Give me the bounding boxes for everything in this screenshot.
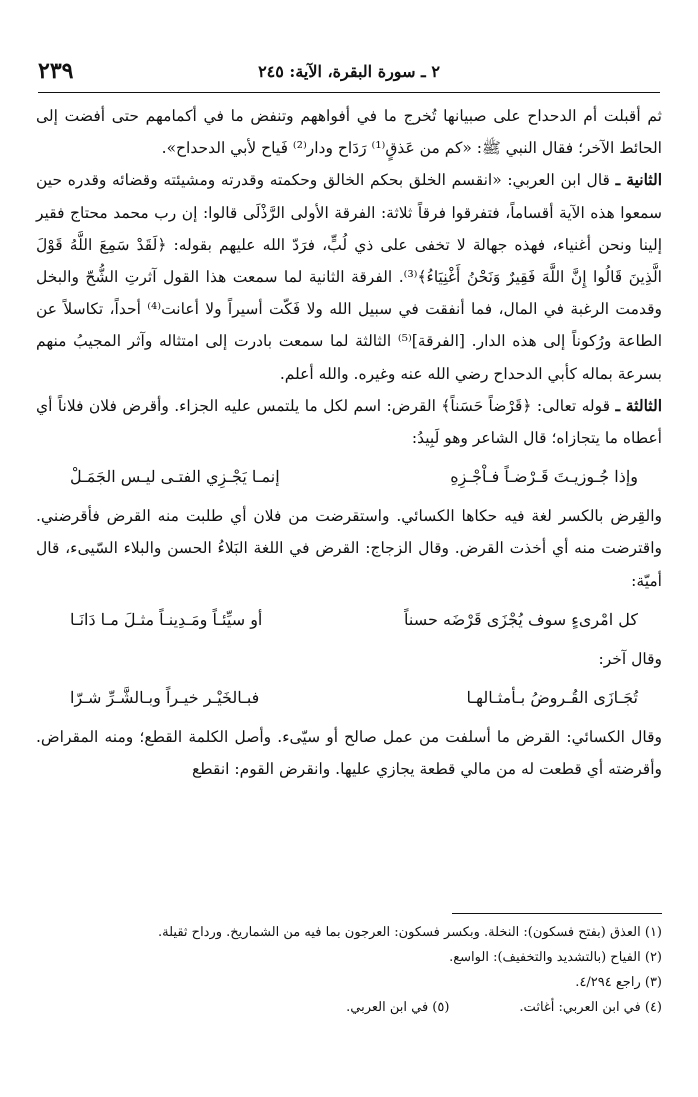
verse-hemistich-right: وإذا جُـوزيـتَ قَـرْضـاً فـاْجْـزِهِ bbox=[450, 467, 638, 487]
verse-hemistich-left: إنمـا يَجْـزِي الفتـى ليـس الجَمَـلْ bbox=[70, 467, 280, 487]
running-title: ٢ ـ سورة البقرة، الآية: ٢٤٥ bbox=[258, 62, 440, 81]
verse-hemistich-right: تُجَـازَى القُـروضُ بـأمثـالهـا bbox=[466, 688, 638, 708]
verse-hemistich-right: كل امْرىءٍ سوف يُجْزَى قَرْضَه حسناً bbox=[404, 609, 638, 629]
verse-umayya bbox=[36, 597, 662, 643]
section-lead-third: الثالثة ـ bbox=[615, 395, 663, 415]
page-number: ٢٣٩ bbox=[38, 58, 74, 84]
paragraph-1: ثم أقبلت أم الدحداح على صبيانها تُخرج ما في أفواههم وتنفض ما في أكمامهم حتى أفضت إلى الحائط الآخر؛ فقال النبي ﷺ: «كم من عَذقٍ⁽¹⁾ رَدَاح ودار⁽²⁾ فَياح لأبي الدحداح». bbox=[36, 107, 662, 158]
footnote-3: (٣) راجع ٤/٢٩٤. bbox=[575, 975, 662, 990]
footnote-5: (٥) في ابن العربي. bbox=[346, 1000, 450, 1015]
footnotes bbox=[36, 920, 662, 1020]
paragraph-3-text: قوله تعالى: ﴿قَرْضاً حَسَناً﴾ القرض: اسم لكل ما يلتمس عليه الجزاء. وأقرض فلان فلاناً أي أعطاه ما يتجازاه؛ قال الشاعر وهو لَبِيدُ: bbox=[36, 396, 662, 448]
verse-hemistich-left: أو سيِّئـاً ومَـدِينـاً مثـلَ مـا دَانَـا bbox=[70, 609, 263, 629]
verse-other-poet bbox=[36, 675, 662, 721]
footnote-4: (٤) في ابن العربي: أغاثت. bbox=[519, 1000, 662, 1015]
paragraph-6: وقال الكسائي: القرض ما أسلفت من عمل صالح أو سيّىء. وأصل الكلمة القطع؛ ومنه المقراض. وأقرضته أي قطعت له من مالي قطعة يجازي عليها. وانقرض القوم: انقطع bbox=[36, 728, 662, 779]
section-lead-second: الثانية ـ bbox=[615, 170, 662, 190]
footnote-2: (٢) الفياح (بالتشديد والتخفيف): الواسع. bbox=[449, 950, 662, 965]
footnote-1: (١) العذق (بفتح فسكون): النخلة. وبكسر فسكون: العرجون بما فيه من الشماريخ. ورداح ثقيلة. bbox=[158, 925, 662, 940]
paragraph-5: وقال آخر: bbox=[598, 649, 662, 668]
paragraph-3 bbox=[36, 390, 662, 454]
main-text bbox=[36, 100, 662, 785]
footnote-row bbox=[36, 995, 662, 1020]
paragraph-2 bbox=[36, 164, 662, 389]
paragraph-2-text: قال ابن العربي: «انقسم الخلق بحكم الخالق وحكمته وقدرته ومشيئته وقضائه وقدره حين سمعوا هذه الآية أقساماً، فتفرقوا فرقاً ثلاثة: الفرقة الأولى الرَّذْلَى قالوا: إن رب محمد محتاج فقير إلينا ونحن أغنياء، فهذه جهالة لا تخفى على ذي لُبٍّ، فرَدّ الله عليهم بقوله: ﴿لَقَدْ سَمِعَ اللَّهُ قَوْلَ الَّذِينَ قَالُوا إِنَّ اللَّهَ فَقِيرٌ وَنَحْنُ أَغْنِيَاءُ﴾⁽³⁾. الفرقة الثانية لما سمعت هذا القول آثرتِ الشُّحّ والبخل وقدمت الرغبة في المال، فما أنفقت في سبيل الله ولا فَكّت أسيراً ولا أعانت⁽⁴⁾ أحداً، تكاسلاً عن الطاعة ورُكوناً إلى هذه الدار. [الفرقة]⁽⁵⁾ الثالثة لما سمعت بادرت إلى امتثاله وآثر المجيبُ منهم بسرعة بماله كأبي الدحداح رضي الله عنه وغيره. والله أعلم. bbox=[36, 171, 663, 383]
paragraph-4: والقِرض بالكسر لغة فيه حكاها الكسائي. واستقرضت من فلان أي طلبت منه القرض فأقرضني. واقترضت منه أي أخذت القرض. وقال الزجاج: القرض في اللغة البَلاءُ الحسن والبلاء السّيىء، قال أميّة: bbox=[36, 507, 662, 590]
verse-lebid bbox=[36, 454, 662, 500]
footnote-divider bbox=[452, 913, 662, 914]
verse-hemistich-left: فبـالخَيْـر خيـراً وبـالشَّـرِّ شـرّا bbox=[70, 688, 260, 708]
page-header bbox=[38, 58, 660, 93]
